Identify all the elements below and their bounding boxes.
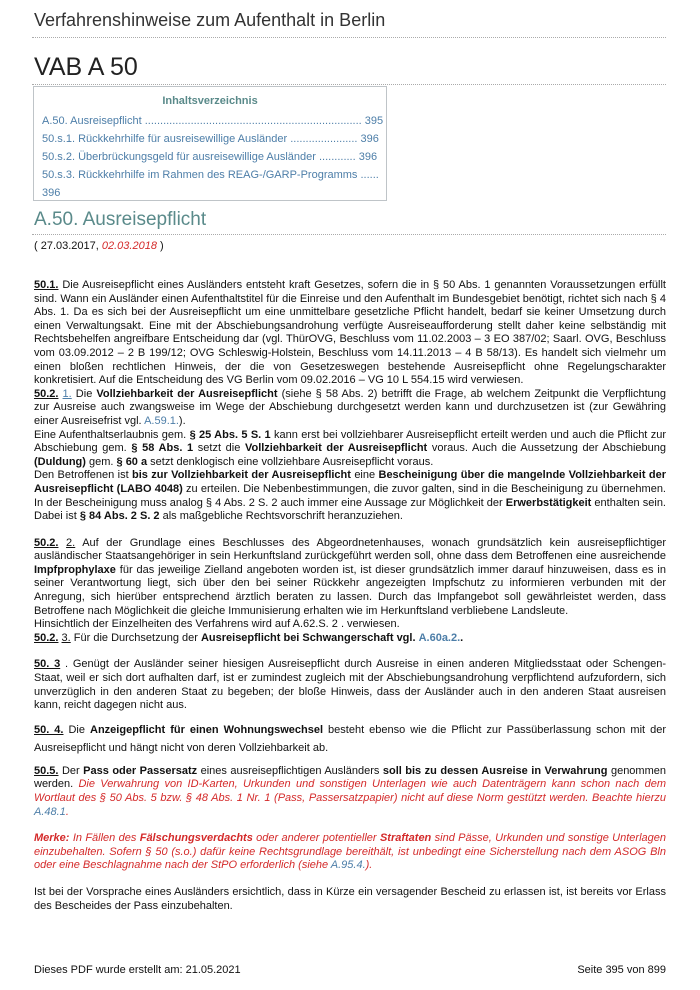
subparagraph-number: 2. [66,536,76,549]
bold-text: (Duldung) [34,455,86,468]
section-divider [32,234,666,235]
toc-entry-label: 50.s.1. Rückkehrhilfe für ausreisewillige Ausländer [42,133,288,145]
toc-entry-ausreisepflicht[interactable] [42,112,384,130]
paragraph-number: 50. 3 [34,658,61,671]
toc-page-number: 396 [358,151,378,163]
text: zu erteilen. Die Nebenbestimmungen, die zuvor galten, sind in die Bescheinigung zu übernehmen. In der Bescheinigung muss analog § 4 Abs. 2 S. 2 auch immer eine Aussage zur Möglichkeit der [34,482,666,509]
toc-entry-label: A.50. Ausreisepflicht [42,115,142,127]
cross-reference-link[interactable]: A.59.1. [144,414,179,427]
text: Auf der Grundlage eines Beschlusses des Abgeordnetenhauses, wonach grundsätzlich kein ausreisepflichtiger ausländischer Staatsangehöriger in sein Herkunftsland zurückgeführt werden soll, ohne dass dem Betroffenen eine ausreichende [34,536,667,563]
table-of-contents [33,86,387,201]
bold-text: Ausreisepflicht bei Schwangerschaft vgl. [200,631,416,644]
paragraph-pass-einbehalten: Ist bei der Vorsprache eines Ausländers ersichtlich, dass in Kürze ein versagender Bescheid zu erlassen ist, ist bereits vor Erlass des Bescheides der Pass einzubehalten. [34,885,666,912]
text: Die [63,723,91,736]
toc-page-number: 395 [364,115,384,127]
paragraph-50-1 [34,279,666,388]
toc-page-number: 396 [360,133,379,145]
bold-text: Impfprophylaxe [34,563,116,576]
paragraph-number: 50.2. [34,631,59,644]
text: . Genügt der Ausländer seiner hiesigen Ausreisepflicht durch Ausreise in einen anderen Mitgliedsstaat oder Schengen-Staat, weil er sich dort aufhalten darf, ist er zumindest zugleich mit der Abschiebungsandrohung verpflichtend aufzufordern, sich unverzüglich in den anderen Staat zu begeben; der bloße Hinweis, dass der Ausländer auch in den anderen Staat ausreisen kann, reicht dagegen nicht aus. [34,658,666,712]
toc-leader: ...................... [287,133,358,145]
toc-leader: ...... [357,169,379,181]
bold-text: Erwerbstätigkeit [505,496,592,509]
date-changed: 02.03.2018 [101,240,157,252]
toc-entry-reag-garp[interactable] [42,166,378,184]
toc-entry-rueckkehrhilfe[interactable] [42,130,378,148]
toc-page-number: 396 [42,187,61,199]
bold-text: Anzeigepflicht für einen Wohnungswechsel [90,723,324,736]
toc-entry-reag-garp-page[interactable] [42,184,378,202]
subparagraph-number: 3. [61,631,71,644]
paragraph-number: 50.1. [34,279,59,291]
red-italic-bold-text: Straftaten [379,832,432,845]
red-italic-text: oder anderer potentieller [252,832,380,845]
merke-label: Merke: [34,832,70,845]
text: besteht ebenso wie die Pflicht zur Passüberlassung schon mit der Ausreisepflicht und hängt nicht von deren Vollziehbarkeit ab. [34,723,667,754]
red-italic-text: In Fällen des [69,832,140,845]
bold-text: Pass oder Passersatz [83,764,198,777]
paragraph-number: 50.2. [34,536,59,549]
bold-text: § 25 Abs. 5 S. 1 [189,428,271,441]
footer-created-date: Dieses PDF wurde erstellt am: 21.05.2021 [34,964,241,976]
paragraph-50-2-2 [34,537,666,619]
paragraph-50-2-3 [34,632,666,646]
red-italic-text: . [65,805,69,818]
bold-text: Vollziehbarkeit der Ausreisepflicht [244,442,428,455]
paragraph-50-4 [34,721,666,757]
date-line [34,240,164,252]
toc-leader: ............ [315,151,356,163]
cross-reference-link[interactable]: A.60a.2. [418,631,461,644]
toc-entry-label: 50.s.2. Überbrückungsgeld für ausreisewillige Ausländer [42,151,316,163]
bold-text: soll bis zu dessen Ausreise in Verwahrung [382,764,608,777]
text: gem. [85,455,117,468]
paragraph-number: 50.2. [34,387,59,400]
text: (siehe § 58 Abs. 2) betrifft die Frage, ab welchem Zeitpunkt die Verpflichtung zur Ausreise auch zwangsweise im Wege der Abschiebung durchgesetzt werden kann und durchzusetzen ist (zur Gewähring einer Ausreisefrist vgl. [34,387,666,427]
bold-text: Bescheinigung über die mangelnde Vollziehbarkeit der Ausreisepflicht (LABO 4048) [34,469,666,495]
footer-page-number: Seite 395 von 899 [577,964,666,976]
text: eine [350,469,379,482]
paragraph-bescheinigung [34,469,666,523]
red-italic-text: ). [365,859,373,872]
toc-heading: Inhaltsverzeichnis [162,95,258,107]
bold-text: § 60 a [116,455,148,468]
running-header: Verfahrenshinweise zum Aufenthalt in Berlin [34,10,386,30]
text: Der [58,764,84,777]
text: Den Betroffenen ist [34,469,133,482]
text: eines ausreisepflichtigen Ausländers [197,764,383,777]
bold-text: § 58 Abs. 1 [131,442,194,455]
text: ). [178,414,186,427]
text: . [460,631,464,644]
text: voraus. Auch die Aussetzung der Abschiebung [427,442,667,455]
paragraph-merke [34,832,666,873]
toc-leader: ....................................................................... [141,115,362,127]
text: als maßgebliche Rechtsvorschrift heranzuziehen. [159,510,403,523]
text: kann erst bei vollziehbarer Ausreisepflicht erteilt werden und auch die Pflicht zur Abschiebung gem. [34,428,666,455]
paragraph-50-5 [34,765,666,819]
subparagraph-number: 1. [62,387,72,400]
document-body [34,279,666,913]
toc-entry-label: 50.s.3. Rückkehrhilfe im Rahmen des REAG-/GARP-Programms [42,169,358,181]
title-divider [32,84,666,85]
red-italic-bold-text: Fälschungsverdachts [139,832,253,845]
document-title: VAB A 50 [34,53,138,81]
text: für das jeweilige Zielland angeboten worden ist, ist dieser grundsätzlich immer darauf hinzuweisen, dass es in seiner Verantwortung liegt, sich über den bei seiner Rückkehr angezeigten Impfschutz zu informieren verbunden mit der Anregung, sich hierüber entsprechend ärztlich beraten zu lassen. Durch das Impfangebot soll gewährleistet werden, dass Betroffene nach Möglichkeit die gleiche Immunisierung erhalten wie im Herkunftsland verbliebene Landsleute. [34,563,666,617]
text: genommen werden. [34,764,666,791]
paragraph-50-3 [34,658,666,712]
red-italic-text: sind Pässe, Urkunden und sonstige Unterlagen einzubehalten. Sofern § 50 (s.o.) dafür keine Rechtsgrundlage bereithält, ist unbedingt eine Sicherstellung nach dem ASOG Bln oder eine Beschlagnahme nach der StPO erforderlich (siehe [34,832,666,872]
text: setzt die [193,442,245,455]
paragraph-50-2-1 [34,388,666,429]
text: Die [71,387,97,400]
red-italic-text: Die Verwahrung von ID-Karten, Urkunden und sonstigen Unterlagen wie auch Datenträgern kann schon nach dem Wortlaut des § 50 Abs. 5 bzw. § 48 Abs. 1 Nr. 1 (Pass, Passersatzpapier) nicht auf diese Norm gestützt werden. Beachte hierzu [34,778,666,804]
bold-text: § 84 Abs. 2 S. 2 [79,510,160,523]
paragraph-einzelheiten: Hinsichtlich der Einzelheiten des Verfahrens wird auf A.62.S. 2 . verwiesen. [34,618,400,631]
cross-reference-link[interactable]: A.95.4. [330,859,366,872]
paragraph-text: Die Ausreisepflicht eines Ausländers entsteht kraft Gesetzes, sofern die in § 50 Abs. 1 genannten Voraussetzungen erfüllt sind. Wann ein Ausländer einen Aufenthaltstitel für die Einreise und den Aufenthalt im Bundesgebiet benötigt, richtet sich nach § 4 Abs. 1. Da es sich bei der Ausreisepflicht um eine unmittelbare gesetzliche Pflicht handelt, bedarf sie keiner Umsetzung durch einen Verwaltungsakt. Eine mit der Abschiebungsandrohung verfügte Ausreiseaufforderung stellt daher keine selbständig mit Rechtsbehelfen angreifbare Entscheidung dar (vgl. ThürOVG, Beschluss vom 11.02.2003 – 3 EO 387/02; Saarl. OVG, Beschluss vom 03.09.2012 – 2 B 199/12; OVG Schleswig-Holstein, Beschluss vom 14.11.2013 – 4 B 58/13). Es handelt sich vielmehr um einen bloßen rechtlichen Hinweis, der die von Gesetzeswegen bestehende Ausreisepflicht ohne Regelungscharakter konkretisiert. Auf die Entscheidung des VG Berlin vom 09.02.2016 – VG 10 L 554.15 wird verwiesen. [34,279,666,387]
bold-text: bis zur Vollziehbarkeit der Ausreisepflicht [132,469,351,482]
date-close: ) [156,240,164,252]
header-divider [32,37,666,38]
toc-entry-ueberbrueckungsgeld[interactable] [42,148,378,166]
bold-text: Vollziehbarkeit der Ausreisepflicht [96,387,278,400]
text: enthalten sein. Dabei ist [34,496,666,523]
date-open: ( 27.03.2017, [34,240,102,252]
cross-reference-link[interactable]: A.48.1 [34,805,66,818]
text: setzt denklogisch eine vollziehbare Ausreisepflicht voraus. [147,455,434,468]
text: Eine Aufenthaltserlaubnis gem. [34,428,190,441]
paragraph-number: 50. 4. [34,723,64,736]
text: Für die Durchsetzung der [70,631,201,644]
paragraph-number: 50.5. [34,764,59,777]
section-title: A.50. Ausreisepflicht [34,209,207,230]
paragraph-aufenthaltserlaubnis [34,429,666,470]
